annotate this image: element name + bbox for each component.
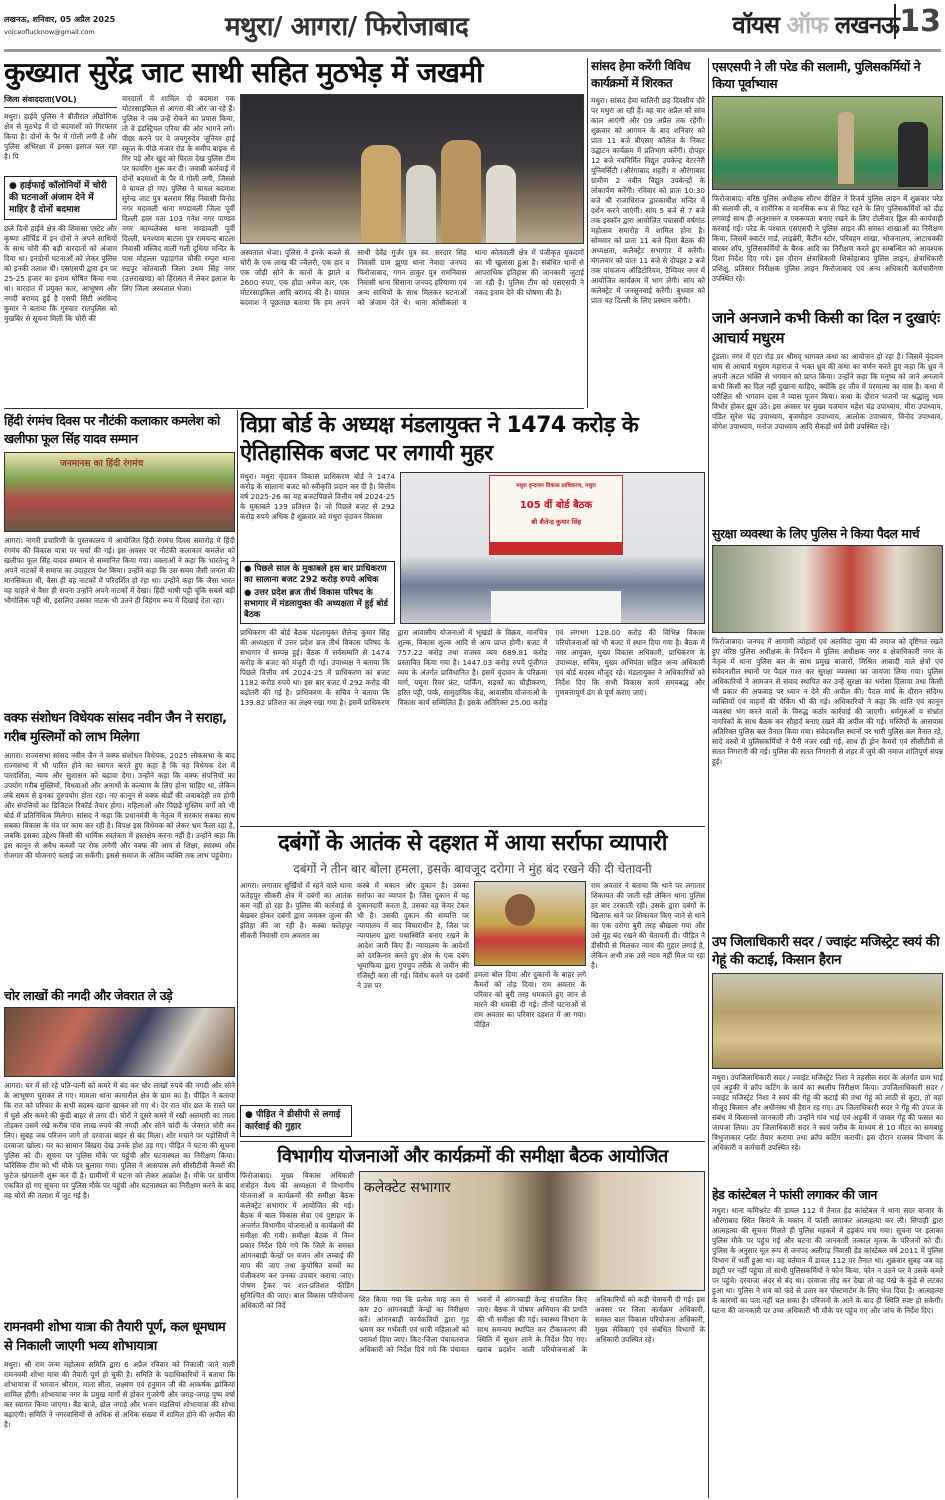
- lead-story: [4, 56, 584, 406]
- vipra-highlights-box: [240, 561, 395, 624]
- rangmanch-body: आगरा। नागरी प्रचारिणी के पुस्तकालय में आयोजित हिंदी रंगमंच दिवस समारोह में हिंदी रंगमंच की विकास यात्रा पर चर्चा की गई। इस अवसर पर नौटंकी कलाकार कमलेश को खलीफा फूल सिंह यादव सम्मान से सम्मानित किया गया। वक्ताओं ने कहा कि भारतेन्दु ने अपने नाटकों में समाज का उदाहरण पेश किया। उन्होंने कहा कि उस समय जैसी जनता की मानसिकता थी, वैसा ही वह नाटकों में परिदर्शित हो रहा था। उन्होंने कहा कि जैसा भारत वह चाहते थे वैसा ही सपना उन्होंने अपने नाटकों में देखा। हिंदी भाषी पट्टी चूंकि सबसे बड़ी भौगोलिक पट्टी थी, इसलिए उसका नाटक भी उतने ही विहंगम रूप में दिखाई देता रहा।: [4, 536, 235, 605]
- column-divider: [587, 58, 588, 408]
- logo-word-1: वॉयस: [732, 11, 780, 39]
- ssp-parade-photo: [712, 96, 943, 190]
- lead-caption-body: अस्पताल भेजा। पुलिस ने इनके कब्जे से चोरी के एक लाख की ज्वैलरी, एक हार व एक जोड़ी सोने के कानों के झाले व 2600 रुपए, एक होंडा अमेज कार, एक मोटरसाइकिल आदि बरामद की है। घायल बदमाश ने पूछताछ बताया कि हम अपने साथी देवेंद्र गुर्जर पुत्र स्व. सरदार सिंह निवासी ग्राम झुण्ड थाना नेवादा जनपद फिरोजाबाद, गगन ठाकुर पुत्र रामनिवास निवासी थाना सिसाना जनपद हरियाणा एवं अन्य साथियों के साथ मिलकर घटनाओं को अंजाम देते थे। थाना कोसीकलां व थाना कोतवाली क्षेत्र में पंजीकृत मुकदमों का भी खुलासा हुआ है। संबंधित थानों से आपराधिक इतिहास की जानकारी जुटाई जा रही है। पुलिस टीम को एसएसपी ने नकद इनाम देने की घोषणा की है।: [240, 247, 584, 307]
- email: voiceoflucknow@gmail.com: [4, 28, 95, 36]
- meeting-table: [491, 591, 621, 624]
- lead-story-columns: [4, 94, 584, 406]
- sarrafa-body-col2: [357, 881, 469, 1136]
- samiksha-columns: [240, 1171, 705, 1498]
- march-body: फिरोजाबाद। जनपद में आगामी त्योहारों एवं अलविदा जुमा की नमाज को दृष्टिगत रखते हुए वरिष्ठ पुलिस अधीक्षक के निर्देशन में पुलिस अधीक्षक नगर व क्षेत्राधिकारी नगर के नेतृत्व में थाना पुलिस बल के साथ प्रमुख बाजारों, मिश्रित आबादी वाले क्षेत्रों एवं संवेदनशील स्थानों पर पैदल गश्त कर सुरक्षा व्यवस्था का जायजा लिया गया। पुलिस अधिकारियों ने आमजन से संवाद स्थापित कर उन्हें सुरक्षा का भरोसा दिलाया तथा किसी भी प्रकार की अफवाह पर ध्यान न देने की अपील की। पैदल मार्च के दौरान संदिग्ध व्यक्तियों एवं वाहनों की चेकिंग भी की गई। अधिकारियों ने कहा कि शांति एवं कानून व्यवस्था भंग करने वालों के विरुद्ध कठोर कार्रवाई की जाएगी। धर्मगुरुओं व संभ्रांत नागरिकों के साथ बैठक कर सौहार्द बनाए रखने की अपील की गई। मस्जिदों के आसपास अतिरिक्त पुलिस बल तैनात किया गया। संवेदनशील स्थानों पर भारी पुलिस बल तैनात रहे, सादे वस्त्रों में पुलिसकर्मियों ने पैनी नजर रखी गई, साथ ही ड्रोन कैमरों एवं सीसीटीवी से सतत निगरानी की गई। पुलिस की सतत निगरानी से शहर में जुमे की नमाज शांतिपूर्ण संपन्न हुई।: [712, 637, 943, 766]
- accused-figure: [486, 165, 516, 244]
- lead-col-1: [4, 94, 117, 406]
- chor-body: आगरा। घर में सो रहे पति-पत्नी को कमरे में बंद कर चोर लाखों रुपये की नगदी और सोने के आभूषण चुराकर ले गए। मामला थाना कागारौल क्षेत्र के ग्राम का है। पीड़ित ने बताया कि रात को परिवार के सभी सदस्य खाना खाकर सो गए थे। देर रात चोर छत के रास्ते घर में घुसे और कमरे की कुंडी बाहर से लगा दी। चोरों ने दूसरे कमरे में रखी अलमारी का ताला तोड़कर उसमें रखे करीब पांच लाख रुपये की नगदी और सोने चांदी के जेवरात चोरी कर लिए। सुबह जब परिजन जागे तो दरवाजा बाहर से बंद मिला। शोर मचाने पर पड़ोसियों ने दरवाजा खोला। घर का सामान बिखरा देख उनके होश उड़ गए। पीड़ित ने घटना की सूचना पुलिस को दी। सूचना पर पुलिस मौके पर पहुंची और घटनास्थल का निरीक्षण किया। फॉरेंसिक टीम को भी मौके पर बुलाया गया। पुलिस ने आसपास लगे सीसीटीवी कैमरों की फुटेज खंगालनी शुरू कर दी है। ग्रामीणों में घटना को लेकर आक्रोश है। मौके पर ग्रामीण एकत्रित हो गए सूचना पर पुलिस मौके पर पहुंची और घटनास्थल का निरीक्षण करने के बाद वह चोरों की तलाश में जुट गई है।: [4, 1081, 235, 1201]
- banner-chair: श्री शैलेन्द्र कुमार सिंह: [530, 518, 582, 526]
- waqf-headline: वक्फ संशोधन विधेयक सांसद नवीन जैन ने सराहा, गरीब मुस्लिमों को लाभ मिलेगा: [4, 711, 227, 746]
- section-title: मथुरा/ आगरा/ फिरोजाबाद: [225, 12, 469, 42]
- hema-body: मथुरा। सांसद हेमा मालिनी छह दिवसीय दौरे पर मथुरा आ रही हैं। वह चार अप्रैल को सांय काल आएंगी और 09 अप्रैल तक रहेंगी। शुक्रवार को आगमन के बाद शनिवार को प्रातः 11 बजे बीएसए कॉलेज के निकट उद्घाटन कार्यक्रम में प्रतिभाग करेंगी। दोपहर 12 बजे नवनिर्मित विद्युत उपकेन्द्र वेटरनेरी यूनिवर्सिटी (औरंगाबाद शहरी) व औरंगाबाद ग्रामीण 2 नवीन विद्युत उपकेन्द्रों के लोकार्पण करेंगी। रविवार को प्रातः 10:30 बजे श्री राजाधिराज द्वारकाधीश मन्दिर में दर्शन करने जाएंगी। सांय 5 बजे से 7 बजे तक इस्कॉन द्वारा आयोजित पचासवीं वर्षगांठ महोत्सव समारोह में शामिल होना है। सोमवार को प्रातः 11 बजे दिशा बैठक की अध्यक्षता, कलैक्ट्रेट सभागार में करेंगी। मंगलवार को प्रातः 11 बजे से दोपहर 2 बजे तक पांचजन्य ऑडिटोरियम, टैम्पियर नगर में आयोजित कार्यक्रम में भाग लेंगी। सांय को कलेक्ट्रेट में जनसुनवाई करेंगी। बुधवार को प्रातः वह दिल्ली के लिए प्रस्थान करेंगी।: [591, 96, 705, 305]
- vipra-highlight-item: ● पिछले साल के मुकाबले इस बार प्राधिकरण का सालाना बजट 292 करोड़ रुपये अधिक: [244, 564, 387, 585]
- madhuram-body: टूंडला। नगर में एटा रोड़ पर श्रीमद् भागवत कथा का आयोजन हो रहा है। जिसमें वृंदावन धाम से आचार्य मधुरम महाराज ने भक्त ध्रुव की कथा का वर्णन करते हुए कहा कि ध्रुव ने अपनी अटल भक्ति से भगवान को प्राप्त किया। उन्होंने कहा कि मनुष्य को जाने अनजाने कभी किसी का दिल नहीं दुखाना चाहिए, क्योंकि हर जीव में परमात्मा का वास है। कथा में परीक्षित श्री भगवान दास ने व्यास पूजन किया। कथा के दौरान भजनों पर श्रद्धालु भाव विभोर होकर झूम उठे। इस अवसर पर मुख्य यजमान महेश चंद्र उपाध्याय, मीरा उपाध्याय, पंडित सुरेश चंद्र उपाध्याय, बृजमोहन उपाध्याय, आलोक उपाध्याय, विनोद उपाध्याय, योगेश उपाध्याय, मनोज उपाध्याय आदि सैकड़ों धर्म प्रेमी उपस्थित रहे।: [712, 352, 943, 431]
- ssp-headline: एसएसपी ने ली परेड की सलामी, पुलिसकर्मियों ने किया पूर्वाभ्यास: [712, 59, 921, 91]
- lead-byline: जिला संवाददाता(VOL): [4, 94, 117, 108]
- constable-headline: हेड कांस्टेबल ने फांसी लगाकर की जान: [712, 1187, 877, 1202]
- hema-story: [591, 58, 705, 408]
- samiksha-body-lower: शित किया गया कि प्रत्येक माह कम से कम 20 आंगनबाड़ी केन्द्रों का निरीक्षण करें। आंगनबाड़ी कार्यकत्रियों द्वारा गृह भ्रमण कर गर्भवती एवं धात्री महिलाओं को परामर्श दिया जाए। किट-जिला पंचायतराज अधिकारी को निर्देश दिये गये कि पंचायत भवनों में आंगनबाड़ी केन्द्र संचालित किए जाएं। बैठक में पोषण अभियान की प्रगति की भी समीक्षा की गई। स्वास्थ्य विभाग के साथ समन्वय स्थापित कर टीकाकरण की स्थिति में सुधार लाने के निर्देश दिए गए। खराब प्रदर्शन वाली परियोजनाओं के अधिकारियों को कड़ी चेतावनी दी गई। इस अवसर पर जिला कार्यक्रम अधिकारी, समस्त बाल विकास परियोजना अधिकारी, मुख्य सेविकाएं एवं संबंधित विभागों के अधिकारी उपस्थित रहे।: [359, 1295, 705, 1355]
- masthead: [0, 0, 945, 56]
- sarrafa-subhead: दबंगों ने तीन बार बोला हमला, इसके बावजूद दरोगा ने मुंह बंद रखने की दी चेतावनी: [293, 862, 652, 877]
- sarrafa-highlight-text: पीड़ित ने डीसीपी से लगाई कार्रवाई की गुहार: [245, 1109, 341, 1132]
- rangmanch-headline: हिंदी रंगमंच दिवस पर नौटंकी कलाकार कमलेश को खलीफा फूल सिंह यादव सम्मान: [4, 413, 220, 446]
- rangmanch-award-photo: [4, 452, 235, 532]
- hema-headline: सांसद हेमा करेंगी विविध कार्यक्रमों में शिरकत: [591, 59, 690, 90]
- sarrafa-body-col4: राम अवतार ने बताया कि थाने पर लगातार शिकायत की जाती रही लेकिन थाना पुलिस हर बार टरकाती रही। उसके द्वारा दबंगों के खिलाफ थाने पर शिकायत किए जाने से थाने का एक दरोगा बुरी तरह बौखला गया और उसे मुंह बंद रखने की चेतावनी दी। पीड़ित ने डीसीपी से मिलकर न्याय की गुहार लगाई है, लेकिन अभी तक उसे न्याय नहीं मिल पा रहा है।: [591, 881, 705, 971]
- vipra-highlight-text: पिछले साल के मुकाबले इस बार प्राधिकरण का सालाना बजट 292 करोड़ रुपये अधिक: [244, 564, 387, 585]
- march-photo: [712, 545, 943, 633]
- lead-photo-column: [240, 94, 584, 406]
- memorial-stone: [898, 122, 928, 187]
- column-divider: [237, 410, 238, 1498]
- ssp-figure: [838, 112, 854, 184]
- vipra-intro: मथुरा। मथुरा वृंदावन विकास प्राधिकरण बोर्ड ने 1474 करोड़ के सालाना बजट को स्वीकृति प्रदान कर दी है। वित्तीय वर्ष 2025-26 का यह बजटपिछले वित्तीय वर्ष 2024-25 के मुकाबले 139 प्रतिशत है। जो पिछले बजट से 292 करोड़ रुपये अधिक है शुक्रवार को मथुरा वृंदावन विकास: [240, 472, 395, 521]
- lead-body-col1-continued: छले दिनों हाईवे क्षेत्र की शिवासा एस्टेट और कृष्णा ऑर्चिड में इन दोनों ने अपने साथियों के साथ चोरी की बड़ी वारदातों को अंजाम दिया था। इनदोनों घटनाओं को लेकर पुलिस को इनकी तलाश थी। एसएसपी द्वारा इन पर 25-25 हजार का इनाम घोषित किया गया था। वारदात में प्रयुक्त कार, आभूषण और नगदी बरामद हुई है एसपी सिटी अरविन्द कुमार ने बताया कि गुरुवार रातपुलिस को मुखबिर से सूचना मिली कि चोरी की: [4, 223, 117, 323]
- chor-theft-photo: [4, 1007, 235, 1077]
- logo-word-2: ऑफ: [786, 11, 828, 39]
- lead-body: मथुरा। हाईवे पुलिस ने बीतीरात औद्योगिक क्षेत्र से मुठभेड़ में दो बदमाशों को गिरफ्तार किया है। दोनों के पैर में गोली लगी है और पुलिस अभिरक्षा में इनका इलाज चल रहा है। पि: [4, 111, 117, 161]
- lead-headline: कुख्यात सुरेंद्र जाट साथी सहित मुठभेड़ में जखमी: [4, 56, 483, 89]
- section-divider: [240, 826, 705, 827]
- waqf-body: आगरा। राज्यसभा सांसद नवीन जैन ने वक्फ संशोधन विधेयक, 2025 लोकसभा के बाद राज्यसभा में भी पारित होने का स्वागत करते हुए कहा है कि यह विधेयक देश में पारदर्शिता, न्याय और सुशासन को बढ़ावा देगा। उन्होंने कहा कि वक्फ संपत्तियों का उपयोग गरीब मुस्लिमों, विधवाओं और अनाथों के कल्याण के लिए होना चाहिए था, लेकिन लंबे समय से इनका दुरुपयोग होता रहा। नए कानून से वक्फ बोर्डों की जवाबदेही तय होगी और संपत्तियों का डिजिटल रिकॉर्ड तैयार होगा। महिलाओं और पिछड़े मुस्लिम वर्गों को भी बोर्ड में प्रतिनिधित्व मिलेगा। सांसद ने कहा कि प्रधानमंत्री के नेतृत्व में सरकार सबका साथ सबका विकास के मंत्र पर काम कर रही है। विपक्ष इस विधेयक को लेकर भ्रम फैला रहा है, जबकि इसका उद्देश्य किसी की धार्मिक स्वतंत्रता में हस्तक्षेप करना नहीं है। उन्होंने कहा कि इस कानून से अवैध कब्जों पर रोक लगेगी और वक्फ की आय से शिक्षा, स्वास्थ्य और रोजगार की योजनाएं चलाई जा सकेंगी। इससे समाज के अंतिम व्यक्ति तक लाभ पहुंचेगा।: [4, 751, 235, 861]
- ramnavami-headline: रामनवमी शोभा यात्रा की तैयारी पूर्ण, कल धूमधाम से निकाली जाएगी भव्य शोभायात्रा: [4, 1320, 226, 1355]
- lead-highlight: ● हाईफाई कॉलोनियों में चोरी की घटनाओं अंजाम देने में माहिर है दोनों बदमाश: [4, 176, 117, 220]
- vipra-highlight-text: उत्तर प्रदेश ब्रज तीर्थ विकास परिषद के सभागार में मंडलायुक्त की अध्यक्षता में हुई बोर्ड बैठक: [244, 588, 388, 620]
- page-number: 13: [894, 4, 941, 39]
- sdm-headline: उप जिलाधिकारी सदर / ज्वाइंट मजिस्ट्रेट स्वयं की गेहूं की कटाई, किसान हैरान: [712, 934, 940, 968]
- hall-sign: कलेक्टेट सभागार: [364, 1180, 451, 1197]
- meeting-banner: [489, 475, 623, 555]
- middle-column: [240, 412, 705, 1498]
- ramnavami-body: मथुरा। श्री राम जन्म महोत्सव समिति द्वारा 6 अप्रैल रविवार को निकाली जाने वाली रामनवमी शोभा यात्रा की तैयारी पूर्ण हो चुकी है। समिति के पदाधिकारियों ने बताया कि शोभायात्रा में भगवान श्रीराम, माता सीता, लक्ष्मण एवं हनुमान जी की आकर्षक झांकियां शामिल होंगी। शोभायात्रा नगर के प्रमुख मार्गों से होकर गुजरेगी और जगह-जगह पुष्प वर्षा कर स्वागत किया जाएगा। बैंड बाजे, ढोल नगाड़े और भजन मंडलियां शोभायात्रा की शोभा बढ़ाएंगी। समिति ने नगरवासियों से अधिक से अधिक संख्या में शामिल होने की अपील की है।: [4, 1360, 235, 1430]
- samiksha-right: [359, 1171, 705, 1498]
- lead-photo-accused: [240, 94, 584, 244]
- vipra-intro-column: [240, 472, 395, 624]
- paper-logo: [732, 8, 899, 41]
- march-headline: सुरक्षा व्यवस्था के लिए पुलिस ने किया पैदल मार्च: [712, 526, 920, 541]
- sarrafa-columns: [240, 881, 705, 1136]
- samiksha-body: फिरोजाबाद। मुख्य विकास अधिकारी शत्रोहन वैश्य की अध्यक्षता में विभागीय योजनाओं व कार्यक्रमों की समीक्षा बैठक कलेक्ट्रेट सभागार में आयोजित की गई। बैठक में बाल विकास सेवा एवं पुष्टाहार के अन्तर्गत विभागीय योजनाओं व कार्यक्रमों की समीक्षा की गयी। समीक्षा बैठक में निम्न प्रकार निर्देश दिये गये कि जिले के समस्त आंगनबाड़ी केन्द्रों पर वजन और लम्बाई की माप की जाए तथा कुपोषित बच्चों का पंजीकरण कर उनका उपचार कराया जाए। पोषण ट्रैकर पर शत-प्रतिशत फीडिंग सुनिश्चित की जाए। बाल विकास परियोजना अधिकारी को निर्दे: [240, 1171, 354, 1311]
- banner-org: मथुरा वृन्दावन विकास प्राधिकरण, मथुरा: [516, 483, 596, 489]
- samiksha-headline: विभागीय योजनाओं और कार्यक्रमों की समीक्षा बैठक आयोजित: [277, 1145, 668, 1167]
- vipra-highlight-item: ● उत्तर प्रदेश ब्रज तीर्थ विकास परिषद के सभागार में मंडलायुक्त की अध्यक्षता में हुई बोर्ड बैठक: [244, 588, 388, 620]
- ssp-body: फिरोजाबाद। वरिष्ठ पुलिस अधीक्षक सौरभ दीक्षित ने रिजर्व पुलिस लाइन में शुक्रवार परेड की सलामी ली, व शारीरिक व मानसिक रूप से फिट रहने के लिए पुलिसकर्मियों को दौड़ लगवाई साथ ही अनुशासन व एकरूपता बनाए रखने के लिए टोलीवार ड्रिल की कार्यवाही करवाई गई। परेड के पश्चात एसएसपी ने पुलिस लाइन की समस्त शाखाओं का निरीक्षण किया, जिसमें क्वार्टर गार्ड, लाइब्रेरी, कैंटीन स्टोर, परिवहन शाखा, भोजनालय, आटाचक्की बारबर शॉप, पुलिसकर्मियों के बैरक आदि का निरीक्षण करते हुए सम्बन्धित को आवश्यक दिशा निर्देश दिए गये। इस दौरान क्षेत्राधिकारी शिकोहाबाद पुलिस लाइन, क्षेत्राधिकारी प्रशिक्षु, प्रतिसार निरीक्षक पुलिस लाइन फिरोजाबाद एवं अन्य अधिकारी कर्मचारीगण उपस्थित रहे।: [712, 194, 943, 283]
- vipra-top-row: [240, 472, 705, 624]
- victim-face: [505, 894, 535, 926]
- column-divider: [708, 58, 709, 1498]
- sarrafa-headline: दबंगों के आतंक से दहशत में आया सर्राफा व्यापारी: [278, 831, 667, 856]
- lead-highlight-text: हाईफाई कॉलोनियों में चोरी की घटनाओं अंजाम देने में माहिर है दोनों बदमाश: [9, 180, 107, 215]
- sarrafa-victim-photo: [474, 881, 586, 966]
- sarrafa-body-col1: आगरा। लगातार सुर्खियों में रहने वाले थाना फतेहपुर सीकरी क्षेत्र में दबंगों का आतंक कम नहीं हो रहा है। पुलिस की कार्रवाई से बेखबर होकर दबंगों द्वारा जमकर जुल्म की इंतिहा की जा रही है। कस्बा फतेहपुर सीकरी निवासी राम अवतार का: [240, 881, 352, 941]
- madhuram-headline: जाने अनजाने कभी किसी का दिल न दुखाएंः आचार्य मधुरम: [712, 309, 940, 347]
- sdm-body: मथुरा। उपजिलाधिकारी सदर / ज्वाइंट मजिस्ट्रेट निशा ने तहसील सदर के अंतर्गत ग्राम भाई एवं अड़ूकी में क्रॉप कटिंग के कार्य का स्थलीय निरीक्षण किया। उपजिलाधिकारी सदर / ज्वाइंट मजिस्ट्रेट निशा ने स्वयं की गेहूं की कटाई की तथा गेहूं को लाठी से कूटा, तो वहां मौजूद किसान और अधीनस्थ भी हैरान रह गए। उप जिलाधिकारी सदर ने गेंहू की उपज के संबंध में किसानसे जानकारी ली। उन्होंने गांव भाई एवं अड़ूकी में जाकर गेंहू की फसल का जायजा लिया। उप जिलाधिकारी सदर ने स्वयं जरीब के माध्यम से 10 मीटर का समबाहु त्रिभुजाकार प्लॉट तैयार कराया तथा क्रॉप कटिंग करायी। इस दौरान राजस्व विभाग के अधिकारी व कर्मचारी उपस्थित रहे।: [712, 1073, 943, 1152]
- logo-word-3: लखनऊ: [834, 11, 899, 39]
- police-officer-figure: [441, 140, 481, 244]
- police-officer-figure: [361, 145, 401, 244]
- vipra-headline: विप्रा बोर्ड के अध्यक्ष मंडलायुक्त ने 1474 करोड़ के ऐतिहासिक बजट पर लगायी मुहर: [240, 413, 639, 466]
- vipra-body: प्राधिकरण की बोर्ड बैठक मंडलायुक्त शैलेन्द्र कुमार सिंह की अध्यक्षता में उत्तर प्रदेश ब्रज तीर्थ विकास परिषद के सभागार में सम्पन्न हुई। बैठक में सर्वसम्मति से 1474 करोड़ के बजट को मंजूरी दी गई। उपाध्यक्ष ने बताया कि पिछले वित्तीय वर्ष 2024-25 में प्राधिकरण का बजट 1182 करोड़ रुपये था। इस बार बजट में 292 करोड़ की बढ़ोतरी की गई है। प्राधिकरण के सचिव ने बताया कि 139.82 प्रतिशत का लक्ष्य रखा गया है। इसमें प्राधिकरण द्वारा आवासीय योजनाओं में भूखंडों के विक्रय, मानचित्र शुल्क, विकास शुल्क आदि से आय प्राप्त होगी। बजट में 757.22 करोड़ तथा राजस्व व्यय 689.81 करोड़ प्रस्तावित किया गया है। 1447.03 करोड़ रुपये पूंजीगत व्यय के अंतर्गत प्राविधानित है। इसमें वृंदावन के परिक्रमा मार्ग, यमुना रिवर फ्रंट, पार्किंग, सड़कों का चौड़ीकरण, हरित पट्टी, पार्क, सामुदायिक केंद्र, आवासीय योजनाओं के विकास कार्य सम्मिलित हैं। इसके अतिरिक्त 25.00 करोड़ एवं लगभग 128.00 करोड़ की विभिन्न विकास परियोजनाओं को भी बजट में स्थान दिया गया है। बैठक में नगर आयुक्त, मुख्य विकास अधिकारी, प्राधिकरण के उपाध्यक्ष, सचिव, मुख्य अभियंता सहित अन्य अधिकारी एवं बोर्ड सदस्य मौजूद रहे। मंडलायुक्त ने अधिकारियों को निर्देश दिए कि सभी विकास कार्य समयबद्ध और गुणवत्तापूर्ण ढंग से पूर्ण कराए जाएं।: [240, 628, 705, 707]
- dateline: लखनऊ, शनिवार, 05 अप्रैल 2025: [4, 15, 116, 24]
- banner-footer: [490, 542, 622, 554]
- sarrafa-body-text: कस्बे में मकान और दुकान है। उसका सर्राफा का व्यापार है। जिस दुकान में वह दुकानदारी करता है, उसका वह केयर टेकर भी है। उसकी दुकान की सम्पत्ति पर न्यायालय में वाद विचाराधीन है, जिस पर न्यायालय द्वारा यथास्थिति बनाए रखने के आदेश जारी किए हैं। न्यायालय के आदेशों को दरकिनार करते हुए क्षेत्र के एक दबंग भूमाफिया द्वारा गुपचुप तरीके से जमीन की रजिस्ट्री करा ली गई। विरोध करने पर दबंगों ने उस पर: [357, 881, 469, 991]
- left-column: [4, 412, 235, 1498]
- samiksha-meeting-photo: [359, 1171, 705, 1291]
- accused-figure: [406, 165, 436, 244]
- sarrafa-highlight: ● पीड़ित ने डीसीपी से लगाई कार्रवाई की गुहार: [240, 1105, 352, 1137]
- section-divider: [4, 408, 584, 409]
- sdm-wheat-harvest-photo: [712, 973, 943, 1069]
- vipra-board-meeting-photo: [400, 472, 705, 624]
- photo-banner-text: जनमानस का हिंदी रंगमंच: [60, 459, 144, 469]
- sarrafa-col-3: [474, 881, 586, 1136]
- constable-body: मथुरा। थाना कमिश्नरेट की डायल 112 में तैनात हेड कांस्टेबल ने थाना सदर बाजार के औरंगाबाद स्थित किराये के मकान में फांसी लगाकर आत्महत्या कर ली। सिपाही द्वारा आत्महत्या की सूचना मिलते ही पुलिस महकमे में हड़कंप मच गया। सूचना पर इलाका पुलिस मौके पर पहुंच गई और घटना की जानकारी तत्काल मृतक के परिजनों को दी। पुलिस के अनुसार मूल रूप से जनपद अलीगढ़ निवासी हेड कांस्टेबल वर्ष 2011 में पुलिस विभाग में भर्ती हुआ था। वह वर्तमान में डायल 112 पर तैनात था। शुक्रवार सुबह जब वह ड्यूटी पर नहीं पहुंचा तो साथी पुलिसकर्मियों ने फोन किया, फोन न उठने पर वे उसके कमरे पर पहुंचे। दरवाजा अंदर से बंद था। दरवाजा तोड़ कर देखा तो वह पंखे के कुंडे से लटका हुआ था। पुलिस ने शव को फंदे से उतार कर पोस्टमार्टम के लिए भेज दिया है। आत्महत्या के कारणों का पता नहीं चल सका है। परिजनों के आने के बाद ही स्थिति स्पष्ट हो सकेगी। घटना की जानकारी पर उच्च अधिकारी भी मौके पर पहुंच गए और जांच के निर्देश दिए।: [712, 1206, 943, 1315]
- chor-headline: चोर लाखों की नगदी और जेवरात ले उड़े: [4, 988, 173, 1004]
- sarrafa-col-1: [240, 881, 352, 1136]
- section-divider: [240, 1141, 705, 1142]
- right-column: [712, 58, 943, 1498]
- sarrafa-body-col3: हमला बोल दिया और दुकानों के बाहर लगे कैमरों को तोड़ दिया। राम अवतार के परिवार को बुरी तरह धमकाते हुए जान से मारने की धमकी दी गई। तीनों घटनाओं से राम अवतार का परिवार दहशत में आ गया। पीड़ित: [474, 970, 586, 1030]
- banner-title: 105 वीं बोर्ड बैठक: [519, 500, 593, 511]
- lead-body-col2: वारदातों में शामिल दो बदमाश एक मोटरसाइकिल से आगरा की ओर जा रहे हैं। पुलिस ने जब उन्हें रोकने का प्रयास किया, तो वे इंडस्ट्रियल एरिया की ओर भागने लगे। पीछा करने पर वे जयगुरुदेव जूनियर हाई स्कूल के पीछे मजार रोड के समीप बाइक से गिर पड़े और खुद को घिरता देख पुलिस टीम पर फायरिंग शुरू कर दी। जवाबी कार्रवाई में दोनों बदमाशों के पैर में गोली लगी, जिससे वे घायल हो गए। पुलिस ने घायल बदमाश सुरेन्द्र जाट पुत्र बलराम सिंह निवासी विनोद नगर मदावली थाना मण्डावली जिला पूर्वी दिल्ली हाल पता 103 गनेश नगर पाण्डव नगर काम्पलेक्स थाना मण्डावली पूर्वी दिल्ली, घनश्याम बाटला पुत्र रामचन्द बाटला निवासी मस्जिद वाली गली दूधिया मन्दिर के पास मोहल्ला पहाड़गंज चौकी रम्पुरा थाना रुद्रपुर कोतवाली जिला उधम सिंह नगर (उत्तराखण्ड) को हिरासत में लेकर इलाज के लिए जिला अस्पताल भेजा।: [122, 93, 235, 293]
- masthead-rule: [4, 49, 941, 52]
